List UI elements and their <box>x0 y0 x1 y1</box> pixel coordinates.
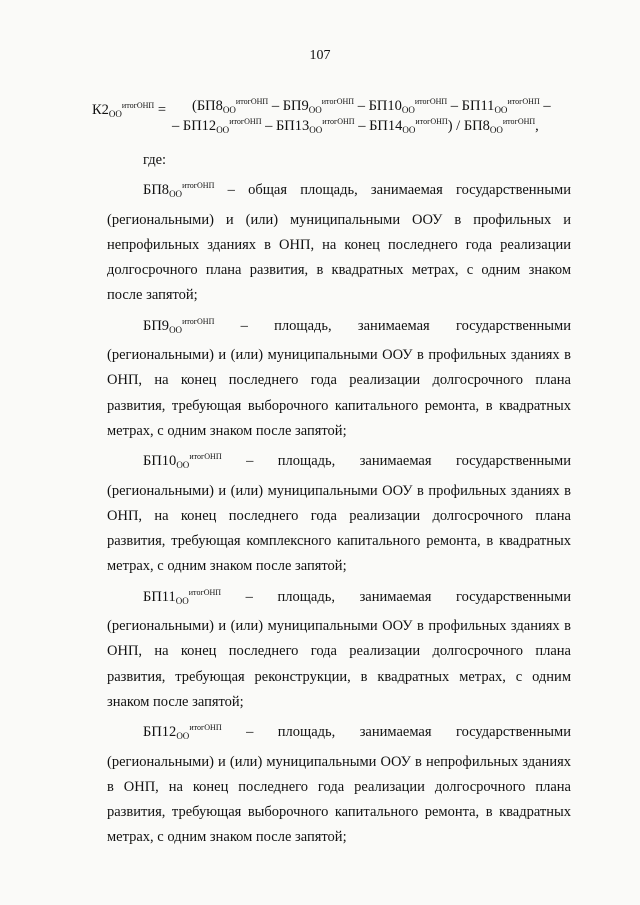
term-superscript: итогОНП <box>321 97 355 106</box>
term-subscript: ОО <box>494 105 508 115</box>
definition-subscript: ОО <box>175 595 189 606</box>
term-subscript: ОО <box>216 125 230 135</box>
term-subscript: ОО <box>308 105 322 115</box>
minus-sign: – <box>447 98 462 114</box>
definition-bp12 <box>107 715 571 850</box>
definitions-body <box>107 148 571 851</box>
definition-text: – общая площадь, занимаемая государственными (региональными) и (или) муниципальными ООУ в профильных и непрофильных зданиях в ОНП, на конец последнего года реализации долгосрочного плана развития, в квадратных метрах, с одним знаком после запятой; <box>107 182 571 304</box>
definition-text: – площадь, занимаемая государственными (региональными) и (или) муниципальными ООУ в профильных зданиях в ОНП, на конец последнего года реализации долгосрочного плана развития, требующая реконструкции, в квадратных метрах, с одним знаком после запятой; <box>107 588 571 710</box>
leading-minus: – <box>172 118 183 134</box>
definition-superscript: итогОНП <box>182 181 215 191</box>
term-superscript: итогОНП <box>322 117 355 126</box>
definition-symbol: БП10 <box>143 453 177 470</box>
definition-superscript: итогОНП <box>182 316 215 326</box>
definition-text: – площадь, занимаемая государственными (региональными) и (или) муниципальными ООУ в непрофильных зданиях в ОНП, на конец последнего года реализации долгосрочного плана развития, требующая выборочного капитального ремонта, в квадратных метрах, с одним знаком после запятой; <box>107 724 571 846</box>
definition-superscript: итогОНП <box>188 587 222 597</box>
term-subscript: ОО <box>402 125 416 135</box>
definition-subscript: ОО <box>169 189 183 200</box>
open-paren: ( <box>192 98 197 114</box>
definition-text: – площадь, занимаемая государственными (региональными) и (или) муниципальными ООУ в профильных зданиях в ОНП, на конец последнего года реализации долгосрочного плана развития, требующая выборочного капитального ремонта, в квадратных метрах, с одним знаком после запятой; <box>107 317 571 439</box>
lhs-subscript: ОО <box>108 109 122 119</box>
definition-symbol: БП11 <box>143 588 176 605</box>
term-bp14: БП14 <box>369 118 403 134</box>
trailing-minus: – <box>539 98 551 114</box>
definition-subscript: ОО <box>176 731 190 742</box>
definition-superscript: итогОНП <box>189 452 222 462</box>
term-superscript: итогОНП <box>229 117 262 126</box>
minus-sign: – <box>354 118 370 134</box>
term-bp8-divisor: БП8 <box>463 118 490 134</box>
lhs-symbol: К2 <box>92 102 109 118</box>
definition-subscript: ОО <box>169 324 183 335</box>
formula-line-2 <box>172 112 539 140</box>
term-subscript: ОО <box>401 105 415 115</box>
lhs-superscript: итогОНП <box>121 101 155 110</box>
term-superscript: итогОНП <box>507 97 540 106</box>
term-bp13: БП13 <box>275 118 310 134</box>
term-superscript: итогОНП <box>415 117 448 126</box>
term-bp8: БП8 <box>196 98 223 114</box>
minus-sign: – <box>268 98 283 114</box>
term-bp12: БП12 <box>182 118 217 134</box>
definition-superscript: итогОНП <box>189 723 222 733</box>
definition-text: – площадь, занимаемая государственными (региональными) и (или) муниципальными ООУ в профильных зданиях в ОНП, на конец последнего года реализации долгосрочного плана развития, требующая комплексного капитального ремонта, в квадратных метрах, с одним знаком после запятой; <box>107 453 571 575</box>
definition-symbol: БП9 <box>143 317 170 334</box>
definition-bp10 <box>107 444 571 579</box>
term-bp11: БП11 <box>461 98 495 114</box>
term-superscript: итогОНП <box>414 97 448 106</box>
term-bp10: БП10 <box>368 98 402 114</box>
term-subscript: ОО <box>309 125 323 135</box>
term-subscript: ОО <box>222 105 236 115</box>
formula-lhs <box>92 96 166 124</box>
definition-symbol: БП8 <box>143 182 170 199</box>
minus-sign: – <box>354 98 369 114</box>
formula-comma: , <box>535 118 539 134</box>
term-subscript: ОО <box>489 125 503 135</box>
definition-subscript: ОО <box>176 460 190 471</box>
term-bp9: БП9 <box>282 98 309 114</box>
page-number: 107 <box>309 48 331 63</box>
definition-symbol: БП12 <box>143 724 177 741</box>
definition-bp8 <box>107 173 571 308</box>
close-paren-divide: ) / <box>447 118 464 134</box>
equals-sign: = <box>157 102 167 118</box>
where-label: где: <box>143 152 167 168</box>
term-superscript: итогОНП <box>502 117 536 126</box>
minus-sign: – <box>261 118 276 134</box>
definition-bp9 <box>107 309 571 444</box>
definition-bp11 <box>107 580 571 715</box>
term-superscript: итогОНП <box>235 97 269 106</box>
